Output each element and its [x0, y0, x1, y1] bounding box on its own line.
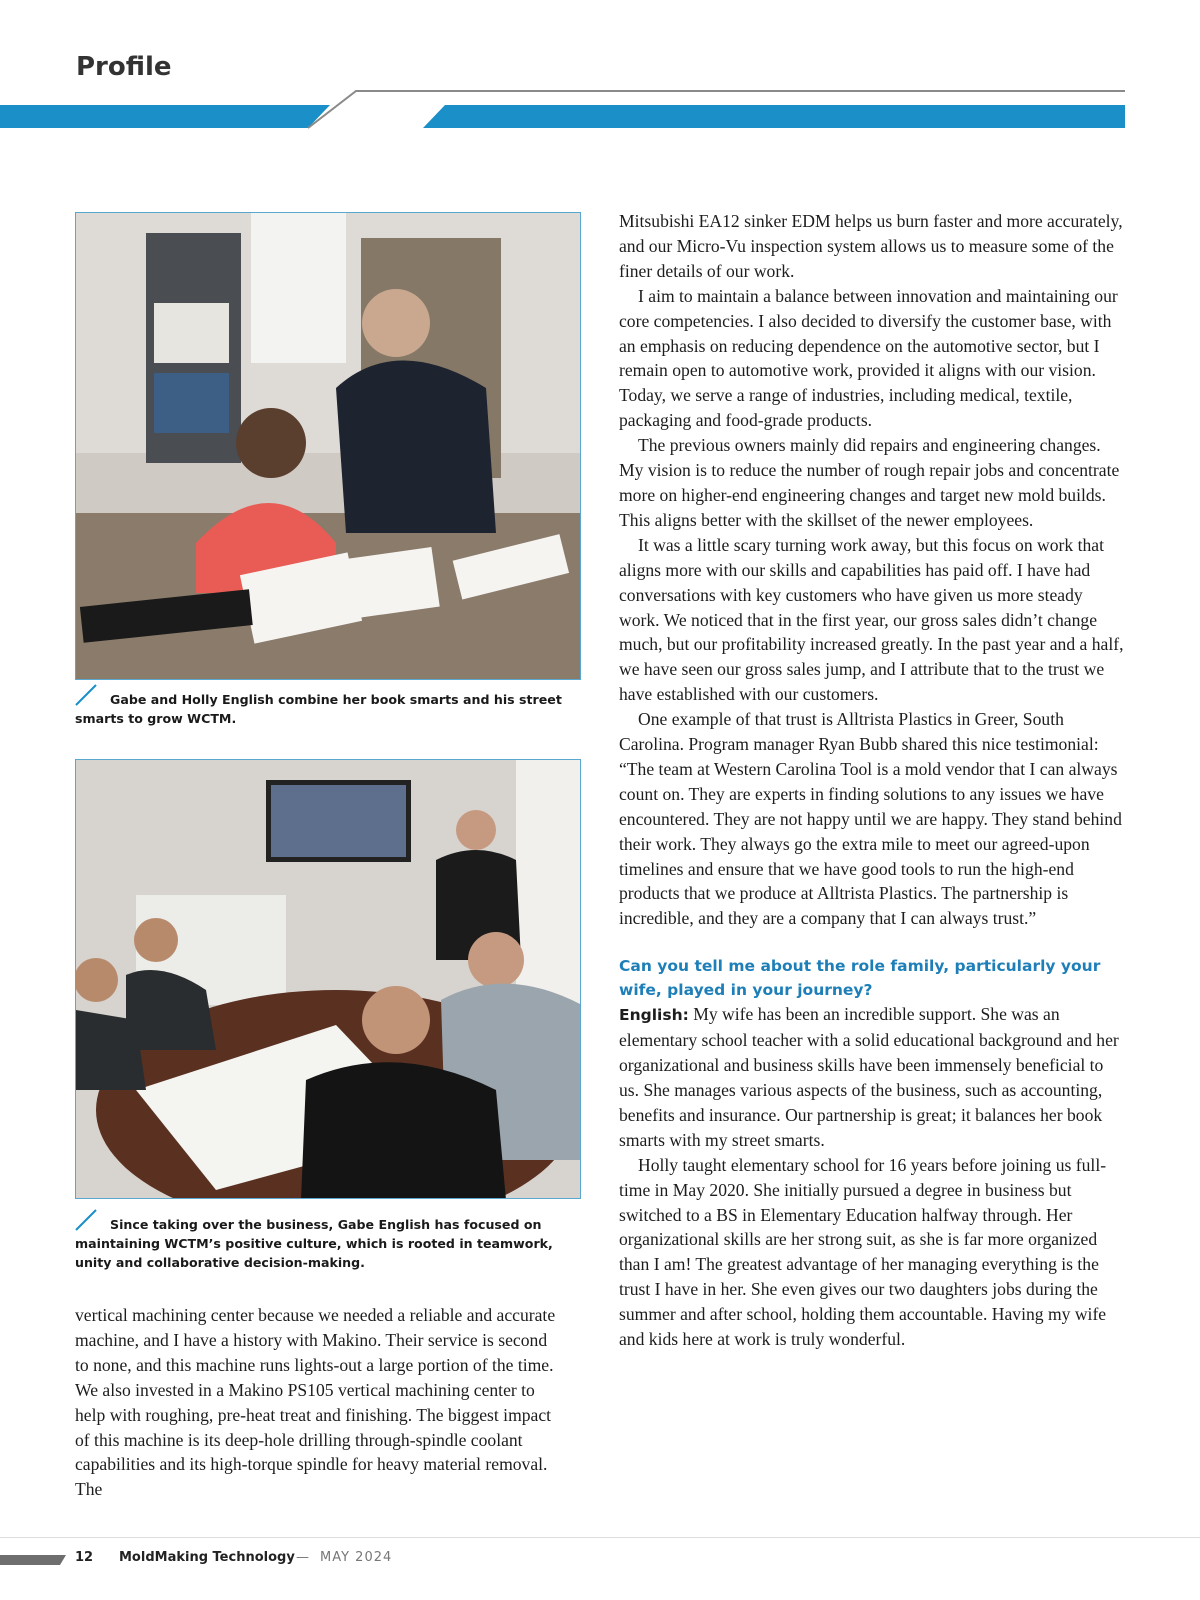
publication-name: MoldMaking Technology [119, 1550, 295, 1565]
header-band [0, 90, 1200, 140]
speaker-label: English: [619, 1006, 689, 1025]
issue-date: MAY 2024 [320, 1550, 393, 1565]
paragraph: The previous owners mainly did repairs and engineering changes. My vision is to reduce the number of rough repair jobs and concentrate more on higher-end engineering changes and target new mold builds. This aligns better with the skillset of the newer employees. [619, 435, 1120, 530]
figure-caption: Gabe and Holly English combine her book smarts and his street smarts to grow WCTM. [75, 692, 562, 726]
meeting-photo [75, 759, 581, 1199]
section-title: Profile [76, 52, 172, 82]
footer-accent-bar [0, 1555, 66, 1565]
body-text-left [75, 1303, 563, 1502]
paragraph: One example of that trust is Alltrista Plastics in Greer, South Carolina. Program manager Ryan Bubb shared this nice testimonial: “The team at Western Carolina Tool is a mold vendor that I can always count on. They are experts in finding solutions to any issues we have encountered. They are not happy until we are happy. They stand behind their work. They always go the extra mile to meet our agreed-upon timelines and ensure that we have good tools to run the high-end products that we produce at Alltrista Plastics. The partnership is incredible, and they are a company that I can always trust.” [619, 709, 1122, 929]
office-photo [75, 212, 581, 680]
page-number: 12 [75, 1550, 94, 1565]
paragraph: vertical machining center because we needed a reliable and accurate machine, and I have a history with Makino. Their service is second to none, and this machine runs lights-out a large portion of the time. We also invested in a Makino PS105 vertical machining center to help with roughing, pre-heat treat and finishing. The biggest impact of this machine is its deep-hole drilling through-spindle coolant capabilities and its high-torque spindle for heavy material removal. The [75, 1305, 556, 1500]
paragraph: It was a little scary turning work away, but this focus on work that aligns more with our skills and capabilities has paid off. I have had conversations with key customers who have given us more steady work. We noticed that in the first year, our gross sales didn’t change much, but our profitability increased greatly. In the past year and a half, we have seen our gross sales jump, and I attribute that to the trust we have established with our customers. [619, 534, 1124, 705]
paragraph: Mitsubishi EA12 sinker EDM helps us burn faster and more accurately, and our Micro-Vu inspection system allows us to measure some of the finer details of our work. [619, 211, 1123, 281]
answer-paragraph [619, 1002, 1124, 1152]
footer-divider [0, 1537, 1200, 1538]
paragraph: I aim to maintain a balance between innovation and maintaining our core competencies. I also decided to diversify the customer base, with an emphasis on reducing dependence on the automotive sector, but I remain open to automotive work, provided it aligns with our vision. Today, we serve a range of industries, including medical, textile, packaging and food-grade products. [619, 285, 1118, 431]
interview-question: Can you tell me about the role family, particularly your wife, played in your journey? [619, 957, 1101, 999]
paragraph: Holly taught elementary school for 16 years before joining us full-time in May 2020. She initially pursued a degree in business but switched to a BS in Elementary Education halfway through. Her organizational skills are her strong suit, as she is far more organized than I am! The greatest advantage of her managing everything is the trust I have in her. She even gives our two daughters jobs during the summer and after school, holding them accountable. Having my wife and kids here at work is truly wonderful. [619, 1154, 1107, 1350]
footer-separator: — [296, 1550, 309, 1565]
body-text-right [619, 209, 1124, 1352]
answer-text: My wife has been an incredible support. She was an elementary school teacher with a solid educational background and her organizational and business skills have been immensely beneficial to us. She manages various aspects of the business, such as accounting, benefits and insurance. Our partnership is great; it balances her book smarts with my street smarts. [619, 1004, 1119, 1150]
figure-caption: Since taking over the business, Gabe English has focused on maintaining WCTM’s positive culture, which is rooted in teamwork, unity and collaborative decision-making. [75, 1217, 553, 1270]
